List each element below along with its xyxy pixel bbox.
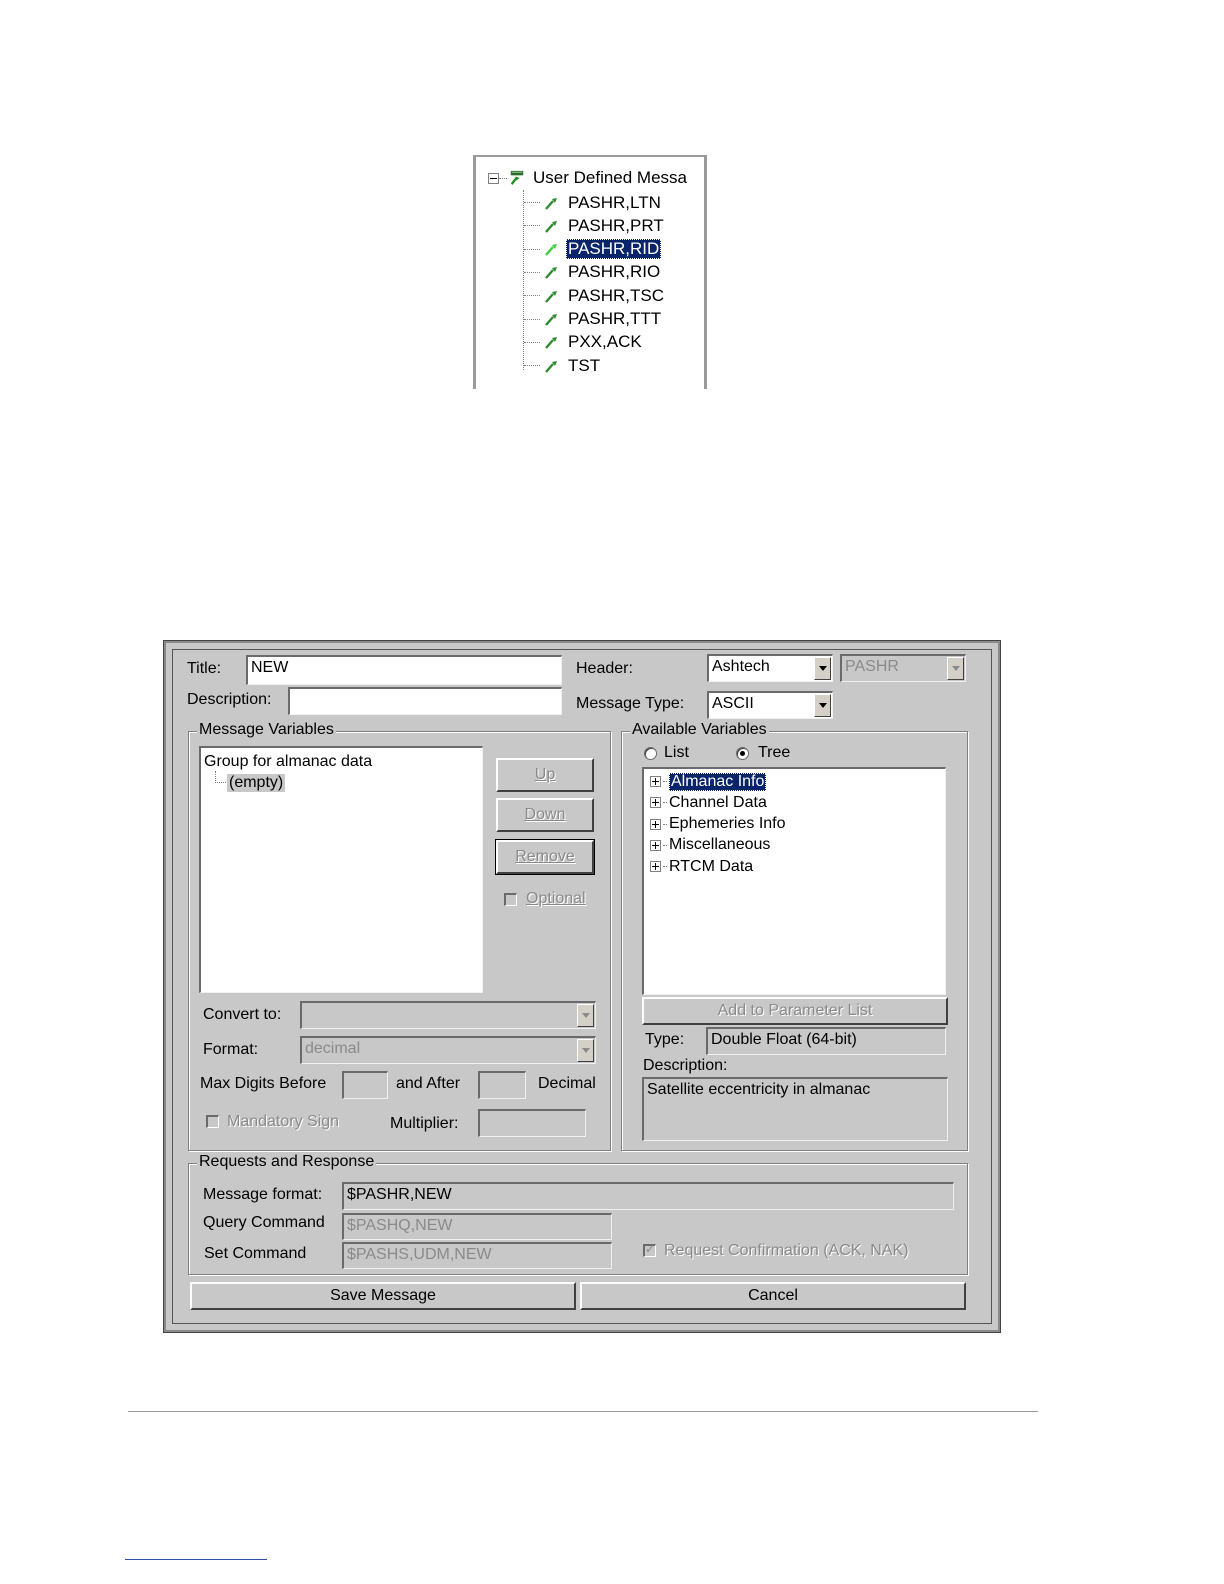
optional-label: Optional <box>526 890 586 907</box>
available-variable-node[interactable] <box>650 814 786 835</box>
tree-connector <box>215 771 226 783</box>
request-confirmation-label: Request Confirmation (ACK, NAK) <box>664 1242 909 1259</box>
check-icon <box>544 334 560 350</box>
available-variable-label: Channel Data <box>669 793 767 811</box>
down-button[interactable]: Down <box>496 798 594 832</box>
check-icon <box>544 288 560 304</box>
message-folder-icon <box>509 170 525 186</box>
available-variable-node[interactable] <box>650 792 767 813</box>
tree-item[interactable] <box>524 284 666 307</box>
query-command-field: $PASHQ,NEW <box>342 1213 612 1240</box>
tree-item[interactable] <box>524 214 666 237</box>
tree-radio[interactable] <box>736 747 749 760</box>
tree-radio-label: Tree <box>758 744 791 761</box>
add-to-parameter-list-button[interactable]: Add to Parameter List <box>642 997 948 1025</box>
tree-item-label: PASHR,LTN <box>568 192 661 212</box>
check-icon <box>544 358 560 374</box>
expand-icon[interactable] <box>650 819 661 830</box>
remove-button[interactable]: Remove <box>496 840 594 874</box>
collapse-icon[interactable] <box>488 173 499 184</box>
available-variable-label: RTCM Data <box>669 857 754 875</box>
header-sub-value: PASHR <box>845 658 899 675</box>
message-format-field: $PASHR,NEW <box>342 1182 954 1210</box>
header-select[interactable] <box>707 654 833 682</box>
message-variables-title: Message Variables <box>199 721 334 738</box>
message-variables-tree[interactable] <box>199 746 483 993</box>
tree-item-label: PXX,ACK <box>568 332 642 352</box>
message-tree <box>473 155 707 389</box>
message-type-label: Message Type: <box>576 695 685 712</box>
tree-node-group[interactable] <box>204 751 372 772</box>
tree-item[interactable] <box>524 331 644 354</box>
tree-connector <box>524 249 540 250</box>
message-format-label: Message format: <box>203 1186 323 1203</box>
tree-connector <box>663 845 667 846</box>
tree-connector <box>524 225 540 226</box>
tree-connector <box>524 319 540 320</box>
available-variable-label: Ephemeries Info <box>669 815 786 833</box>
tree-node-empty[interactable] <box>227 772 285 793</box>
list-radio[interactable] <box>644 747 657 760</box>
multiplier-label: Multiplier: <box>390 1115 459 1132</box>
query-command-label: Query Command <box>203 1214 325 1231</box>
message-type-value: ASCII <box>712 695 754 712</box>
tree-item[interactable] <box>524 191 663 214</box>
convert-to-label: Convert to: <box>203 1006 282 1023</box>
expand-icon[interactable] <box>650 861 661 872</box>
footnote-rule <box>125 1559 267 1560</box>
header-sub-select <box>840 654 966 682</box>
available-variable-node[interactable] <box>650 835 770 856</box>
tree-connector <box>524 342 540 343</box>
tree-connector <box>663 866 667 867</box>
chevron-down-icon <box>577 1039 594 1062</box>
title-label: Title: <box>187 660 222 677</box>
tree-item-label: PASHR,RID <box>568 239 660 259</box>
check-icon <box>544 241 560 257</box>
tree-connector <box>499 178 507 179</box>
tree-connector <box>524 365 540 366</box>
variable-description-label: Description: <box>643 1057 728 1074</box>
expand-icon[interactable] <box>650 797 661 808</box>
message-editor-dialog <box>164 641 1000 1332</box>
description-label: Description: <box>187 691 272 708</box>
available-variables-tree[interactable] <box>642 767 946 995</box>
tree-item[interactable] <box>524 261 662 284</box>
convert-to-select <box>300 1001 596 1029</box>
mandatory-sign-checkbox[interactable] <box>206 1115 219 1128</box>
check-icon <box>544 264 560 280</box>
chevron-down-icon[interactable] <box>814 657 831 680</box>
cancel-button[interactable]: Cancel <box>580 1282 966 1310</box>
check-icon <box>544 311 560 327</box>
set-command-label: Set Command <box>204 1245 307 1262</box>
tree-connector <box>524 202 540 203</box>
tree-connector <box>663 781 667 782</box>
format-select <box>300 1036 596 1064</box>
tree-root-node[interactable] <box>488 167 689 189</box>
message-type-select[interactable] <box>707 691 833 719</box>
tree-connector <box>663 824 667 825</box>
format-value: decimal <box>305 1040 361 1057</box>
expand-icon[interactable] <box>650 776 661 787</box>
chevron-down-icon[interactable] <box>814 694 831 717</box>
available-variable-label: Almanac Info <box>671 772 765 790</box>
group-node-label: Group for almanac data <box>204 752 373 770</box>
header-select-value: Ashtech <box>712 658 770 675</box>
variable-description-field: Satellite eccentricity in almanac <box>642 1077 948 1141</box>
empty-node-label: (empty) <box>229 773 284 791</box>
up-button[interactable]: Up <box>496 758 594 792</box>
multiplier-input <box>478 1109 586 1137</box>
header-label: Header: <box>576 660 633 677</box>
tree-item-label: PASHR,PRT <box>568 215 664 235</box>
tree-root-label: User Defined Messa <box>533 168 688 187</box>
format-label: Format: <box>203 1041 259 1058</box>
tree-item-label: PASHR,TSC <box>568 285 665 305</box>
requests-response-title: Requests and Response <box>199 1153 375 1170</box>
check-icon <box>544 195 560 211</box>
tree-connector <box>524 272 540 273</box>
tree-connector <box>663 802 667 803</box>
type-label: Type: <box>645 1031 685 1048</box>
available-variable-label: Miscellaneous <box>669 836 771 854</box>
optional-checkbox[interactable] <box>504 893 517 906</box>
title-input[interactable]: NEW <box>246 655 562 685</box>
tree-item-label: PASHR,RIO <box>568 262 661 282</box>
tree-item[interactable] <box>524 238 661 261</box>
set-command-field: $PASHS,UDM,NEW <box>342 1242 612 1269</box>
mandatory-sign-label: Mandatory Sign <box>227 1113 340 1130</box>
save-message-button[interactable]: Save Message <box>190 1282 576 1310</box>
request-confirmation-checkbox[interactable] <box>643 1244 656 1257</box>
list-radio-label: List <box>664 744 689 761</box>
tree-connector <box>524 295 540 296</box>
description-input[interactable] <box>288 687 562 715</box>
and-after-label: and After <box>396 1075 461 1092</box>
tree-item-label: TST <box>568 355 601 375</box>
tree-item[interactable] <box>524 354 602 377</box>
tree-item[interactable] <box>524 308 663 331</box>
type-value-field: Double Float (64-bit) <box>706 1027 946 1055</box>
digits-after-input <box>478 1071 526 1099</box>
page-divider <box>128 1411 1038 1412</box>
expand-icon[interactable] <box>650 840 661 851</box>
available-variable-node[interactable] <box>650 856 753 877</box>
available-variable-node[interactable] <box>650 771 766 792</box>
check-icon <box>544 218 560 234</box>
tree-item-label: PASHR,TTT <box>568 309 662 328</box>
chevron-down-icon <box>577 1004 594 1027</box>
chevron-down-icon <box>947 657 964 680</box>
decimal-label: Decimal <box>538 1075 596 1092</box>
max-digits-before-label: Max Digits Before <box>200 1075 327 1092</box>
available-variables-title: Available Variables <box>632 721 767 738</box>
max-digits-before-input <box>342 1071 388 1099</box>
